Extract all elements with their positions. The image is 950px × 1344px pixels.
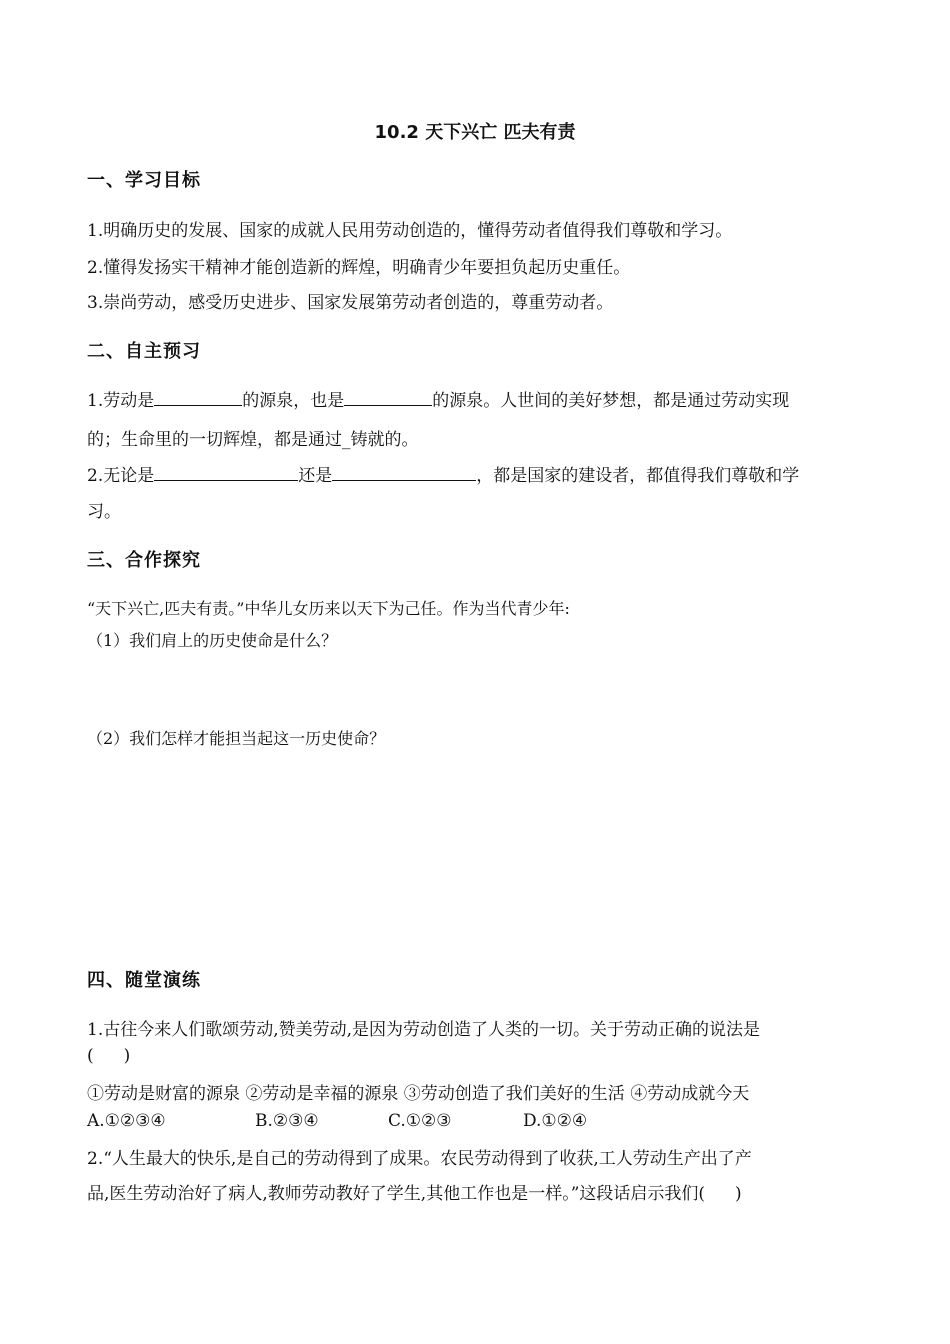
goal-item-1: 1.明确历史的发展、国家的成就人民用劳动创造的，懂得劳动者值得我们尊敬和学习。: [87, 221, 733, 241]
section-heading-preview: 二、自主预习: [87, 341, 201, 362]
answer-paren[interactable]: [87, 1046, 867, 1066]
practice-q1-options: [87, 1111, 867, 1131]
paren-open: (: [87, 1046, 94, 1066]
goal-item-3: 3.崇尚劳动，感受历史进步、国家发展第劳动者创造的，尊重劳动者。: [87, 293, 614, 313]
paren-close: ): [123, 1046, 131, 1066]
preview-q2-text-b: 还是: [298, 466, 333, 486]
preview-question-2: [87, 461, 867, 486]
practice-q2-text: 品,医生劳动治好了病人,教师劳动教好了学生,其他工作也是一样。”这段话启示我们(: [87, 1184, 706, 1204]
practice-question-2: 2.“人生最大的快乐,是自己的劳动得到了成果。农民劳动得到了收获,工人劳动生产出了产: [87, 1149, 752, 1169]
fill-blank[interactable]: [154, 388, 242, 406]
preview-q2-continued: 习。: [87, 502, 121, 522]
option-a[interactable]: A.①②③④: [87, 1111, 166, 1131]
preview-question-1: [87, 386, 867, 411]
preview-q2-text-a: 2.无论是: [87, 466, 155, 486]
page-title: 10.2 天下兴亡 匹夫有责: [374, 122, 576, 143]
option-b[interactable]: B.②③④: [255, 1111, 319, 1131]
option-d[interactable]: D.①②④: [523, 1111, 588, 1131]
fill-blank[interactable]: [332, 463, 476, 481]
fill-blank[interactable]: [344, 388, 432, 406]
section-heading-practice: 四、随堂演练: [87, 970, 201, 991]
preview-q1-text-b: 的源泉，也是: [242, 391, 345, 411]
practice-q1-statements: ①劳动是财富的源泉 ②劳动是幸福的源泉 ③劳动创造了我们美好的生活 ④劳动成就今天: [87, 1084, 750, 1104]
fill-blank[interactable]: [154, 463, 298, 481]
preview-q1-text-c: 的源泉。人世间的美好梦想，都是通过劳动实现: [432, 391, 790, 411]
option-c[interactable]: C.①②③: [388, 1111, 452, 1131]
section-heading-explore: 三、合作探究: [87, 550, 201, 571]
preview-q1-continued: 的；生命里的一切辉煌，都是通过_铸就的。: [87, 430, 419, 450]
preview-q2-text-c: ，都是国家的建设者，都值得我们尊敬和学: [476, 466, 800, 486]
explore-question-2: （2）我们怎样才能担当起这一历史使命？: [87, 729, 386, 748]
section-heading-goals: 一、学习目标: [87, 170, 201, 191]
explore-question-1: （1）我们肩上的历史使命是什么？: [87, 631, 338, 650]
preview-q1-text-a: 1.劳动是: [87, 391, 155, 411]
paren-close: ): [735, 1184, 742, 1204]
goal-item-2: 2.懂得发扬实干精神才能创造新的辉煌，明确青少年要担负起历史重任。: [87, 258, 631, 278]
explore-intro: “天下兴亡,匹夫有责。”中华儿女历来以天下为己任。作为当代青少年:: [87, 599, 570, 618]
practice-q2-continued: [87, 1179, 867, 1204]
practice-question-1: 1.古往今来人们歌颂劳动,赞美劳动,是因为劳动创造了人类的一切。关于劳动正确的说法是: [87, 1020, 761, 1040]
